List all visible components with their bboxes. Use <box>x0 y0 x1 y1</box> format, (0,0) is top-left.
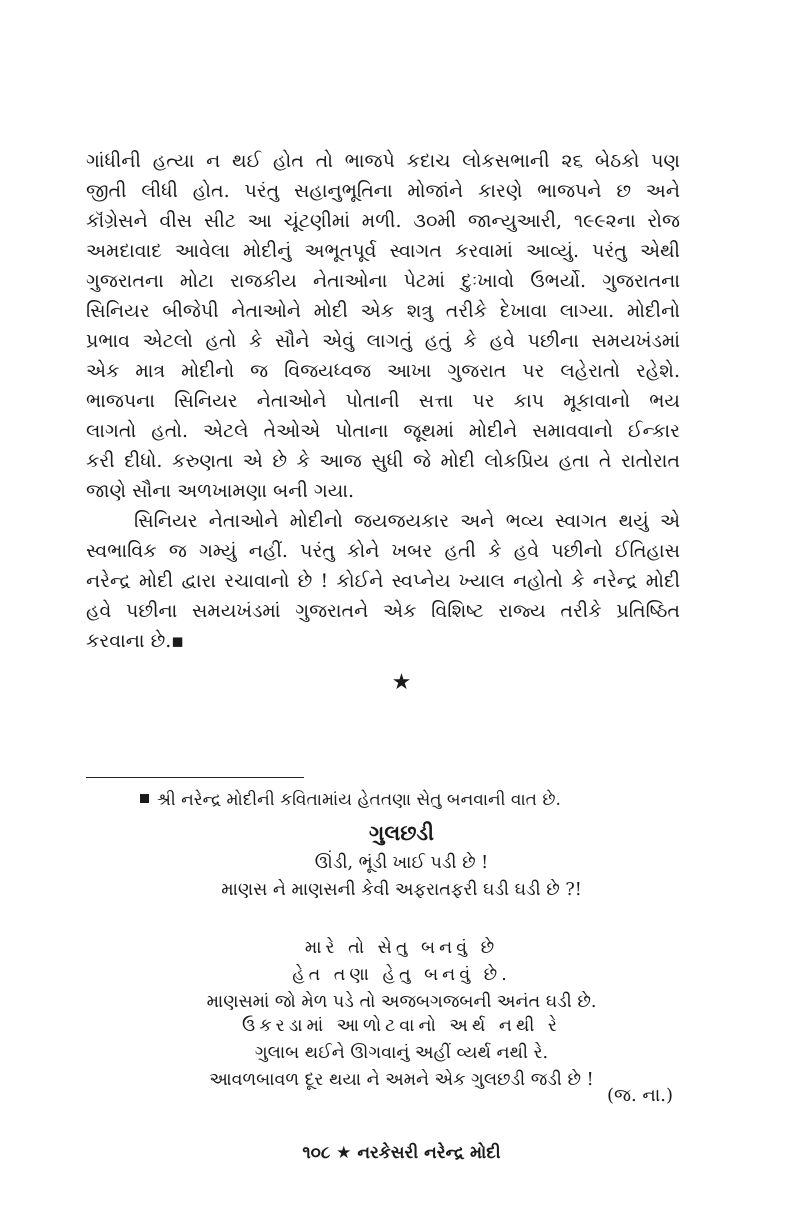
paragraph-1 <box>86 146 680 506</box>
body-text <box>86 146 680 656</box>
text-line: સિનિયર નેતાઓને મોદીનો જયજયકાર અને ભવ્ય સ્વાગત થયું એ <box>134 510 680 532</box>
text-line: ગુજરાતના મોટા રાજકીય નેતાઓના પેટમાં દુઃખાવો ઉભર્યો. ગુજરાતના <box>86 270 680 292</box>
poem-stanza-1 <box>0 850 803 904</box>
poem-line: ઊંડી, ભૂંડી ખાઈ પડી છે ! <box>314 853 489 873</box>
page-footer: ૧૦૮ ★ નરકેસરી નરેન્દ્ર મોદી <box>302 1143 501 1163</box>
text-line: જીતી લીધી હોત. પરંતુ સહાનુભૂતિના મોજાંને કારણે ભાજપને છ અને <box>86 180 680 202</box>
text-line: પ્રભાવ એટલો હતો કે સૌને એવું લાગતું હતું કે હવે પછીના સમયખંડમાં <box>86 330 680 352</box>
poem-line: ગુલાબ થઈને ઊગવાનું અહીં વ્યર્થ નથી રે. <box>254 1043 549 1063</box>
poem-line: આવળબાવળ દૂર થયા ને અમને એક ગુલછડી જડી છે ! <box>209 1070 594 1090</box>
text-line: કરવાના છે.▪ <box>86 630 185 652</box>
poem-line: મારે તો સેતુ બનવું છે <box>304 938 499 958</box>
poem-line: હેત તણા હેતુ બનવું છે. <box>292 965 511 985</box>
poem-title: ગુલછડી <box>369 821 434 845</box>
text-line: એક માત્ર મોદીનો જ વિજયધ્વજ આખા ગુજરાત પર લહેરાતો રહેશે. <box>86 360 680 382</box>
footnote-marker-icon <box>140 794 149 803</box>
text-line: અમદાવાદ આવેલા મોદીનું અભૂતપૂર્વ સ્વાગત કરવામાં આવ્યું. પરંતુ એથી <box>86 240 680 262</box>
section-divider-star: ★ <box>391 670 412 695</box>
poem-line: માણસ ને માણસની કેવી અફરાતફરી ઘડી ઘડી છે ?! <box>221 880 582 900</box>
text-line: કરી દીધો. કરુણતા એ છે કે આજ સુધી જે મોદી લોકપ્રિય હતા તે રાતોરાત <box>86 450 680 472</box>
poem-stanza-2 <box>0 935 803 1016</box>
text-line: નરેન્દ્ર મોદી દ્વારા રચાવાનો છે ! કોઈને સ્વપ્નેય ખ્યાલ નહોતો કે નરેન્દ્ર મોદી <box>86 570 680 592</box>
poem-line: ઉકરડામાં આળોટવાનો અર્થ નથી રે <box>242 1016 561 1036</box>
text-line: સ્વભાવિક જ ગમ્યું નહીં. પરંતુ કોને ખબર હતી કે હવે પછીનો ઈતિહાસ <box>86 540 680 562</box>
poem-line: માણસમાં જો મેળ પડે તો અજબગજબની અનંત ઘડી છે. <box>206 992 597 1012</box>
text-line: જાણે સૌના અળખામણા બની ગયા. <box>86 480 355 502</box>
text-line: ભાજપના સિનિયર નેતાઓને પોતાની સત્તા પર કાપ મૂકાવાનો ભય <box>86 390 680 412</box>
text-line: ગાંધીની હત્યા ન થઈ હોત તો ભાજપે કદાચ લોકસભાની ૨૬ બેઠકો પણ <box>86 150 680 172</box>
footnote-text: શ્રી નરેન્દ્ર મોદીની કવિતામાંય હેતતણા સેતુ બનવાની વાત છે. <box>157 790 561 810</box>
text-line: સિનિયર બીજેપી નેતાઓને મોદી એક શત્રુ તરીકે દેખાવા લાગ્યા. મોદીનો <box>86 300 680 322</box>
footnote-rule <box>86 777 304 778</box>
poem-signature: (જ. ના.) <box>606 1085 673 1106</box>
paragraph-2 <box>86 506 680 656</box>
poem-stanza-3 <box>0 1013 803 1094</box>
footnote <box>140 787 660 813</box>
text-line: કૉંગ્રેસને વીસ સીટ આ ચૂંટણીમાં મળી. ૩૦મી જાન્યુઆરી, ૧૯૯૨ના રોજ <box>86 210 680 232</box>
text-line: હવે પછીના સમયખંડમાં ગુજરાતને એક વિશિષ્ટ રાજ્ય તરીકે પ્રતિષ્ઠિત <box>86 600 680 622</box>
text-line: લાગતો હતો. એટલે તેઓએ પોતાના જૂથમાં મોદીને સમાવવાનો ઈન્કાર <box>86 420 680 442</box>
